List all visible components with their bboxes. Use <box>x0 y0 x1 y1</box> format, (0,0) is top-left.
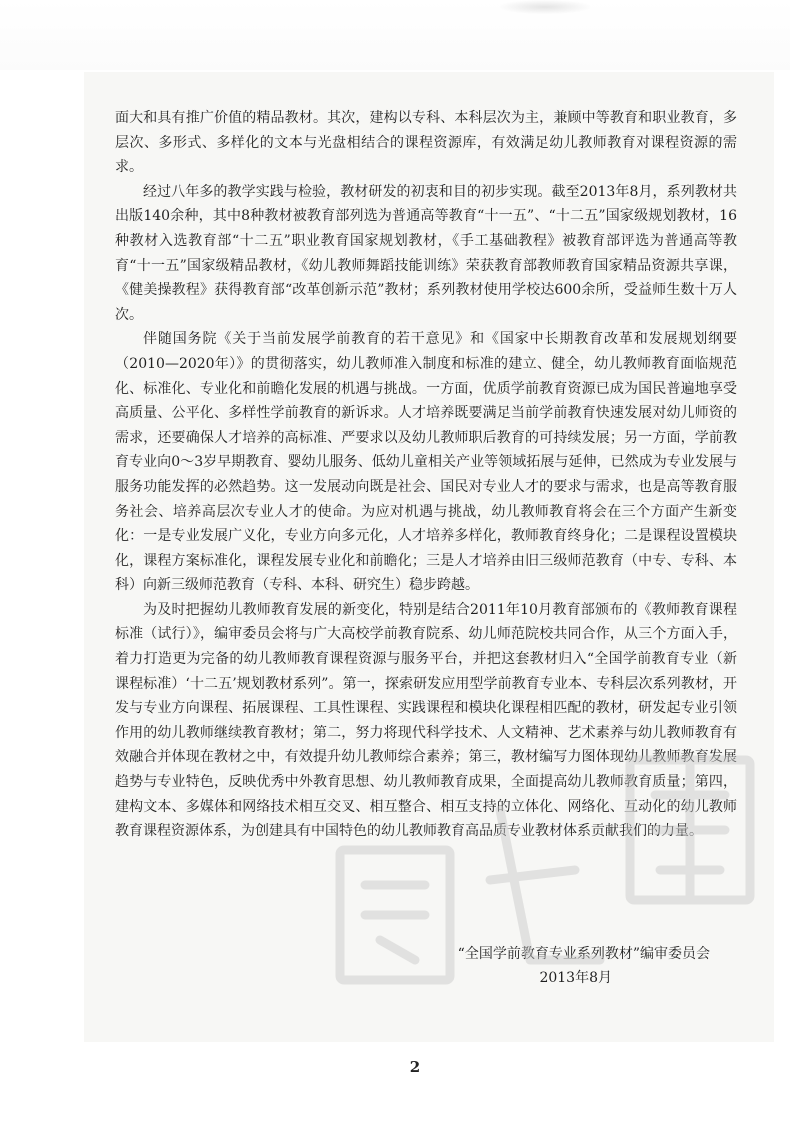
body-text <box>115 106 737 844</box>
paragraph-3: 伴随国务院《关于当前发展学前教育的若干意见》和《国家中长期教育改革和发展规划纲要（2010—2020年）》的贯彻落实，幼儿教师准入制度和标准的建立、健全，幼儿教师教育面临规范化、标准化、专业化和前瞻化发展的机遇与挑战。一方面，优质学前教育资源已成为国民普遍地享受高质量、公平化、多样性学前教育的新诉求。人才培养既要满足当前学前教育快速发展对幼儿师资的需求，还要确保人才培养的高标准、严要求以及幼儿教师职后教育的可持续发展；另一方面，学前教育专业向0～3岁早期教育、婴幼儿服务、低幼儿童相关产业等领域拓展与延伸，已然成为专业发展与服务功能发挥的必然趋势。这一发展动向既是社会、国民对专业人才的要求与需求，也是高等教育服务社会、培养高层次专业人才的使命。为应对机遇与挑战，幼儿教师教育将会在三个方面产生新变化：一是专业发展广义化，专业方向多元化，人才培养多样化，教师教育终身化；二是课程设置模块化，课程方案标准化，课程发展专业化和前瞻化；三是人才培养由旧三级师范教育（中专、专科、本科）向新三级师范教育（专科、本科、研究生）稳步跨越。 <box>115 331 737 594</box>
signature-block <box>330 942 710 990</box>
page-number: 2 <box>409 1058 421 1076</box>
signature-organization: “全国学前教育专业系列教材”编审委员会 <box>457 946 710 962</box>
scan-smudge <box>500 0 590 14</box>
page-top-margin <box>0 0 790 70</box>
page-bottom-margin <box>0 1042 790 1127</box>
paragraph-4: 为及时把握幼儿教师教育发展的新变化，特别是结合2011年10月教育部颁布的《教师教育课程标准（试行）》，编审委员会将与广大高校学前教育院系、幼儿师范院校共同合作，从三个方面入手，着力打造更为完备的幼儿教师教育课程资源与服务平台，并把这套教材归入“全国学前教育专业（新课程标准）‘十二五’规划教材系列”。第一，探索研发应用型学前教育专业本、专科层次系列教材，开发与专业方向课程、拓展课程、工具性课程、实践课程和模块化课程相匹配的教材，研发起专业引领作用的幼儿教师继续教育教材；第二，努力将现代科学技术、人文精神、艺术素养与幼儿教师教育有效融合并体现在教材之中，有效提升幼儿教师综合素养；第三，教材编写力图体现幼儿教师教育发展趋势与专业特色，反映优秀中外教育思想、幼儿教师教育成果，全面提高幼儿教师教育质量；第四，建构文本、多媒体和网络技术相互交叉、相互整合、相互支持的立体化、网络化、互动化的幼儿教师教育课程资源体系，为创建具有中国特色的幼儿教师教育高品质专业教材体系贡献我们的力量。 <box>115 601 737 840</box>
paragraph-2: 经过八年多的教学实践与检验，教材研发的初衷和目的初步实现。截至2013年8月，系列教材共出版140余种，其中8种教材被教育部列选为普通高等教育“十一五”、“十二五”国家级规划教材，16种教材入选教育部“十二五”职业教育国家规划教材，《手工基础教程》被教育部评选为普通高等教育“十一五”国家级精品教材，《幼儿教师舞蹈技能训练》荣获教育部教师教育国家精品资源共享课，《健美操教程》获得教育部“改革创新示范”教材；系列教材使用学校达600余所，受益师生数十万人次。 <box>115 183 737 323</box>
paragraph-1: 面大和具有推广价值的精品教材。其次，建构以专科、本科层次为主，兼顾中等教育和职业教育，多层次、多形式、多样化的文本与光盘相结合的课程资源库，有效满足幼儿教师教育对课程资源的需求。 <box>115 110 737 176</box>
signature-date: 2013年8月 <box>539 970 612 986</box>
